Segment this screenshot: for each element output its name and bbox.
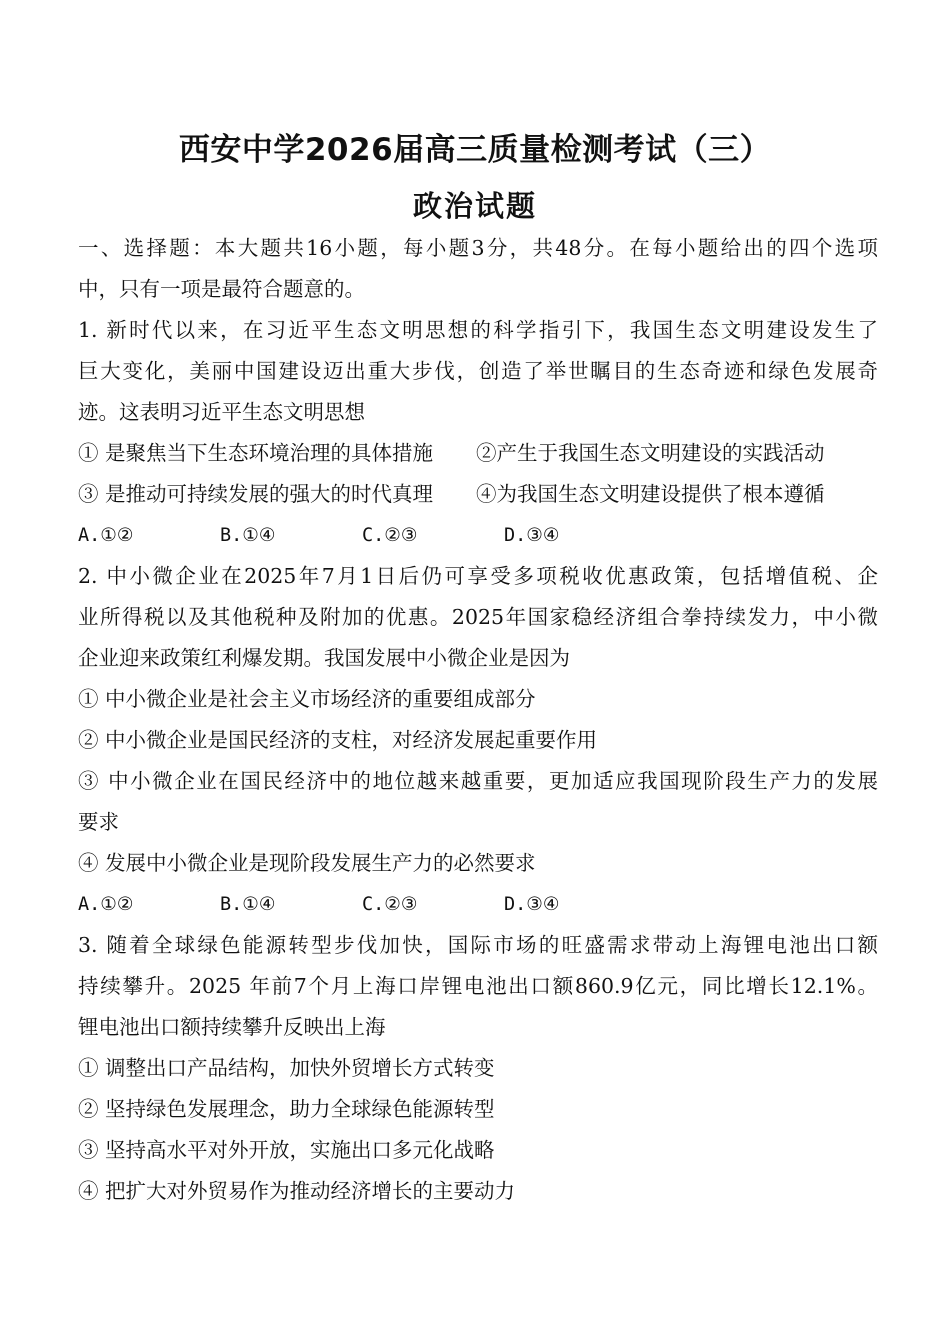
question-1	[78, 310, 878, 556]
statement-item-continued: 要求	[78, 810, 119, 834]
question-stem-line: 巨大变化，美丽中国建设迈出重大步伐，创造了举世瞩目的生态奇迹和绿色发展奇	[78, 359, 878, 383]
statement-item: ④为我国生态文明建设提供了根本遵循	[476, 482, 825, 506]
option-b: B.①④	[220, 894, 276, 915]
option-c: C.②③	[362, 525, 418, 546]
question-stem-line: 3. 随着全球绿色能源转型步伐加快，国际市场的旺盛需求带动上海锂电池出口额	[78, 933, 878, 957]
statement-item: ③ 是推动可持续发展的强大的时代真理	[78, 482, 434, 506]
section-instruction-line: 一、选择题：本大题共16小题，每小题3分，共48分。在每小题给出的四个选项	[78, 236, 878, 260]
statement-item: ③ 中小微企业在国民经济中的地位越来越重要，更加适应我国现阶段生产力的发展	[78, 769, 878, 793]
question-2	[78, 556, 878, 925]
question-3	[78, 925, 878, 1212]
answer-options	[78, 884, 878, 925]
statement-item: ① 是聚焦当下生态环境治理的具体措施	[78, 441, 434, 465]
statement-row	[78, 433, 878, 474]
statement-item: ③ 坚持高水平对外开放，实施出口多元化战略	[78, 1138, 495, 1162]
option-d: D.③④	[504, 525, 560, 546]
question-stem-line: 业所得税以及其他税种及附加的优惠。2025年国家稳经济组合拳持续发力，中小微	[78, 605, 878, 629]
statement-item: ② 中小微企业是国民经济的支柱，对经济发展起重要作用	[78, 728, 598, 752]
question-stem-line: 持续攀升。2025 年前7个月上海口岸锂电池出口额860.9亿元，同比增长12.1%。	[78, 974, 878, 998]
option-c: C.②③	[362, 894, 418, 915]
answer-options	[78, 515, 878, 556]
question-stem-line: 迹。这表明习近平生态文明思想	[78, 400, 365, 424]
question-stem-line: 2. 中小微企业在2025年7月1日后仍可享受多项税收优惠政策，包括增值税、企	[78, 564, 878, 588]
question-stem-line: 锂电池出口额持续攀升反映出上海	[78, 1015, 386, 1039]
exam-subtitle: 政治试题	[412, 189, 537, 223]
option-a: A.①②	[78, 525, 134, 546]
statement-item: ① 中小微企业是社会主义市场经济的重要组成部分	[78, 687, 536, 711]
option-b: B.①④	[220, 525, 276, 546]
statement-row	[78, 474, 878, 515]
statement-item: ① 调整出口产品结构，加快外贸增长方式转变	[78, 1056, 495, 1080]
section-instructions	[78, 228, 878, 310]
statement-item: ④ 把扩大对外贸易作为推动经济增长的主要动力	[78, 1179, 516, 1203]
statement-item: ②产生于我国生态文明建设的实践活动	[476, 441, 825, 465]
section-instruction-line: 中，只有一项是最符合题意的。	[78, 277, 365, 301]
option-d: D.③④	[504, 894, 560, 915]
question-stem-line: 企业迎来政策红利爆发期。我国发展中小微企业是因为	[78, 646, 570, 670]
option-a: A.①②	[78, 894, 134, 915]
question-stem-line: 1. 新时代以来，在习近平生态文明思想的科学指引下，我国生态文明建设发生了	[78, 318, 878, 342]
statement-item: ④ 发展中小微企业是现阶段发展生产力的必然要求	[78, 851, 536, 875]
exam-content	[78, 228, 878, 1212]
exam-title: 西安中学2026届高三质量检测考试（三）	[178, 132, 772, 168]
statement-item: ② 坚持绿色发展理念，助力全球绿色能源转型	[78, 1097, 495, 1121]
